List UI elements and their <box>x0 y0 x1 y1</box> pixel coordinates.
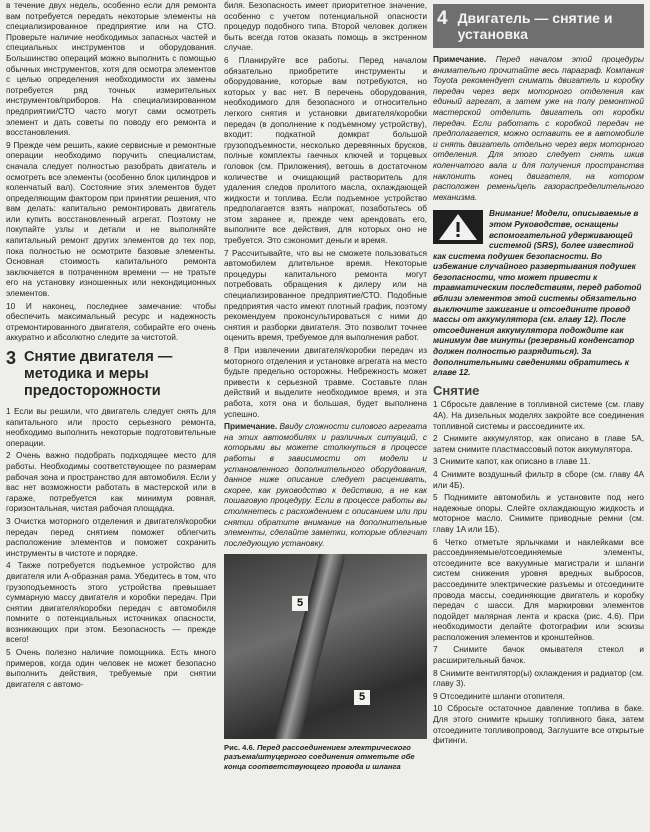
paragraph: 2 Очень важно подобрать подходящее место для работы. Необходимы соответствующее по размерам рабочая зона и пространство для автомобиля. Если у вас нет возможности работать в мастерской или в гараже, потребуется как минимум ровная, горизонтальная, чистая рабочая площадка. <box>6 450 216 514</box>
wire-harness-image <box>271 554 347 739</box>
paragraph: в течение двух недель, особенно если для ремонта вам потребуется передать некоторые элементы на специализированное предприятие или на СТО. Проверьте наличие необходимых запасных частей и специальных инструментов и оборудования. Большинство операций можно выполнить с помощью обычных инструментов, хотя для осмотра элементов с целью определения необходимости их замены потребуется ряд точных измерительных инструментов/приборов. На специализированном предприятии/СТО часто могут сами осмотреть элемент и дать советы по поводу его ремонта и восстановления. <box>6 0 216 138</box>
warning-text: Внимание! Модели, описываемые в этом Руководстве, оснащены вспомогательной удерживающей системой (SRS), более известной как система подушек безопасности. Во избежание случайного развертывания подушек безопасности, что может привести к травматическим последствиям, перед работой вблизи элементов этой системы обязательно выключите зажигание и отсоедините провод массы от аккумулятора (см. главу 12). После отсоединения аккумулятора подождите как минимум две минуты (резервный конденсатор должен полностью разрядиться). За дополнительными сведениями обратитесь к главе 12. <box>433 208 642 378</box>
chapter-section-header <box>433 4 644 48</box>
figure-photo <box>224 554 427 739</box>
step-paragraph: 10 Сбросьте остаточное давление топлива в баке. Для этого снимите крышку топливного бака, затем отсоедините топливопровод. Заглушите все открытые фитинги. <box>433 703 644 746</box>
paragraph: 5 Очень полезно наличие помощника. Есть много примеров, когда один человек не может безопасно выполнить действия, требуемые при снятии двигателя с автомо- <box>6 647 216 689</box>
paragraph: 10 И наконец, последнее замечание: чтобы обеспечить максимальный ресурс и надежность отремонтированного двигателя, собирайте его очень аккуратно и абсолютно следите за чистотой. <box>6 300 216 343</box>
paragraph: 8 При извлечении двигателя/коробки передач из моторного отделения и установке агрегата на место будьте предельно осторожны. Небрежность может привести к серьезной травме. Составьте план действий и выделите необходимое время, и эта работа, хотя она и большая, будет выполнена успешно. <box>224 345 427 419</box>
step-paragraph: 7 Снимите бачок омывателя стекол и расширительный бачок. <box>433 644 644 666</box>
paragraph: 9 Прежде чем решить, какие сервисные и ремонтные операции необходимо поручить специалистам, сначала следует полностью разобрать двигатель и осмотреть все элементы (особенно блок цилиндров и коленчатый вал). Состояние этих элементов будет определяющим фактором при принятии решения, что вам делать: капитально ремонтировать двигатель или купить восстановленный агрегат. Поэтому не покупайте узлы и детали и не выполняйте капитальный ремонт других элементов до тех пор, пока полностью не осмотрите базовые элементы. Основная стоимость капитального ремонта заключается в потраченном времени — не тратьте его на установку изношенных или некондиционных элементов. <box>6 139 216 299</box>
section-title: Снятие двигателя — методика и меры предосторожности <box>24 349 173 399</box>
column-3 <box>433 0 644 748</box>
section-heading <box>6 349 216 400</box>
section-number: 3 <box>6 348 17 368</box>
note-text: Ввиду сложности силового агрегата на этих автомобилях и различных ситуаций, с которыми вы можете столкнуться в процессе работы в зависимости от модели и установленного дополнительного оборудования, данное ниже описание следует расценивать, скорее, как руководство к действию, а не как пошаговую процедуру. Если в процессе работы вы столкнетесь с расхождением с описанием или при снятии обратите внимание на дополнительные элементы, сделайте заметки, которые облегчат последующую установку. <box>224 421 427 548</box>
step-paragraph: 1 Сбросьте давление в топливной системе (см. главу 4A). На дизельных моделях закройте все соединения топливной системы и рассоедините их. <box>433 399 644 431</box>
note-paragraph <box>433 54 644 202</box>
step-paragraph: 3 Снимите капот, как описано в главе 11. <box>433 456 591 467</box>
paragraph: 7 Рассчитывайте, что вы не сможете пользоваться автомобилем длительное время. Некоторые процедуры капитального ремонта могут потребовать обращения к дилеру или на специализированное предприятие/СТО. Подобные предприятия часто имеют плотный график, поэтому рекомендуем проконсультироваться с ними до снятия и разборки двигателя. Это позволит точнее оценить время, требуемое для выполнения работ. <box>224 247 427 343</box>
note-label: Примечание. <box>433 54 487 64</box>
figure-caption-text: Перед рассоединением электрического разъема/штуцерного соединения отметьте обе конца соответствующего провода и шланга <box>224 743 415 771</box>
paragraph: 4 Также потребуется подъемное устройство для двигателя или A-образная рама. Убедитесь в том, что грузоподъемность этого устройства превышает суммарную массу двигателя и коробки передач. При снятии двигателя/коробки передач с автомобиля помните о потенциальных источниках опасности, возникающих при этом. Безопасность — прежде всего! <box>6 560 216 645</box>
figure-tag: 5 <box>354 690 370 705</box>
paragraph: 1 Если вы решили, что двигатель следует снять для капитального или просто серьезного ремонта, необходимо выполнить некоторые подготовительные операции. <box>6 406 216 448</box>
section-title: Двигатель — снятие и установка <box>457 10 613 42</box>
paragraph: биля. Безопасность имеет приоритетное значение, особенно с учетом потенциальной опасности процедур подобного типа. Второй человек должен быть всегда готов оказать помощь в экстренном случае. <box>224 0 427 53</box>
warning-triangle-icon <box>433 210 483 244</box>
subsection-title: Снятие <box>433 382 480 398</box>
note-text: Перед началом этой процедуры внимательно прочитайте весь параграф. Компания Toyota рекомендует снимать двигатель и коробку передач через верх моторного отделения как единый агрегат, а затем уже на полу ремонтной мастерской отделить двигатель от коробки передач. Если работать с коробкой передач не предполагается, можно оставить ее в автомобиле и снять двигатель отдельно через верх моторного отделения. Для этого следует снять шкив коленчатого вала и для получения пространства наклонить конец двигателя, на котором расположен ремень/цепь газораспределительного механизма. <box>433 54 644 202</box>
step-paragraph: 4 Снимите воздушный фильтр в сборе (см. главу 4A или 4Б). <box>433 468 644 490</box>
step-paragraph: 5 Поднимите автомобиль и установите под него надежные опоры. Слейте охлаждающую жидкость и моторное масло. Снимите приводные ремни (см. главу 1A или 1Б). <box>433 492 644 534</box>
column-2 <box>224 0 427 771</box>
section-number: 4 <box>437 8 448 29</box>
warning-box <box>433 208 644 378</box>
step-paragraph: 9 Отсоедините шланги отопителя. <box>433 690 565 701</box>
figure-caption <box>224 743 427 771</box>
step-paragraph: 8 Снимите вентилятор(ы) охлаждения и радиатор (см. главу 3). <box>433 667 644 689</box>
column-1 <box>6 0 216 691</box>
paragraph: 3 Очистка моторного отделения и двигателя/коробки передач перед снятием поможет облегчить расположение элементов и поможет сохранить инструменты в чистоте и порядке. <box>6 515 216 558</box>
paragraph: 6 Планируйте все работы. Перед началом обязательно приобретите инструменты и оборудование, которые вам потребуются, но которых у вас нет. В перечень оборудования, необходимого для безопасного и относительно легкого снятия и установки двигателя/коробки передач (в дополнение к подъемному устройству), входит: подкатной домкрат большой грузоподъемности, несколько деревянных брусков, полные комплекты гаечных ключей и торцевых головок (см. Приложения), ветошь в достаточном количестве и очищающий растворитель для удаления следов пролитого масла, охлаждающей жидкости и топлива. Если подъемное устройство предполагается взять напрокат, позаботьтесь об этом заранее и, прежде чем арендовать его, выполните все действия, для которых оно не требуется. Это сэкономит деньги и время. <box>224 54 427 246</box>
figure-tag: 5 <box>292 596 308 611</box>
step-paragraph: 6 Четко отметьте ярлычками и наклейками все рассоединяемые/отсоединяемые элементы, отсоедините все вакуумные магистрали и шланги систем снижения уровня вредных выбросов, рассоедините электрические разъемы и отсоедините провода массы, соединяющие двигатель и коробку передач с шасси. Для маркировки элементов подойдет малярная лента и краска (рис. 4.6). При необходимости делайте фотографии или эскизы расположения элементов и кронштейнов. <box>433 536 644 642</box>
step-paragraph: 2 Снимите аккумулятор, как описано в главе 5A, затем снимите пластмассовый поток аккумулятора. <box>433 433 644 454</box>
note-paragraph <box>224 421 427 548</box>
figure-label: Рис. 4.6. <box>224 743 255 753</box>
note-label: Примечание. <box>224 421 278 432</box>
